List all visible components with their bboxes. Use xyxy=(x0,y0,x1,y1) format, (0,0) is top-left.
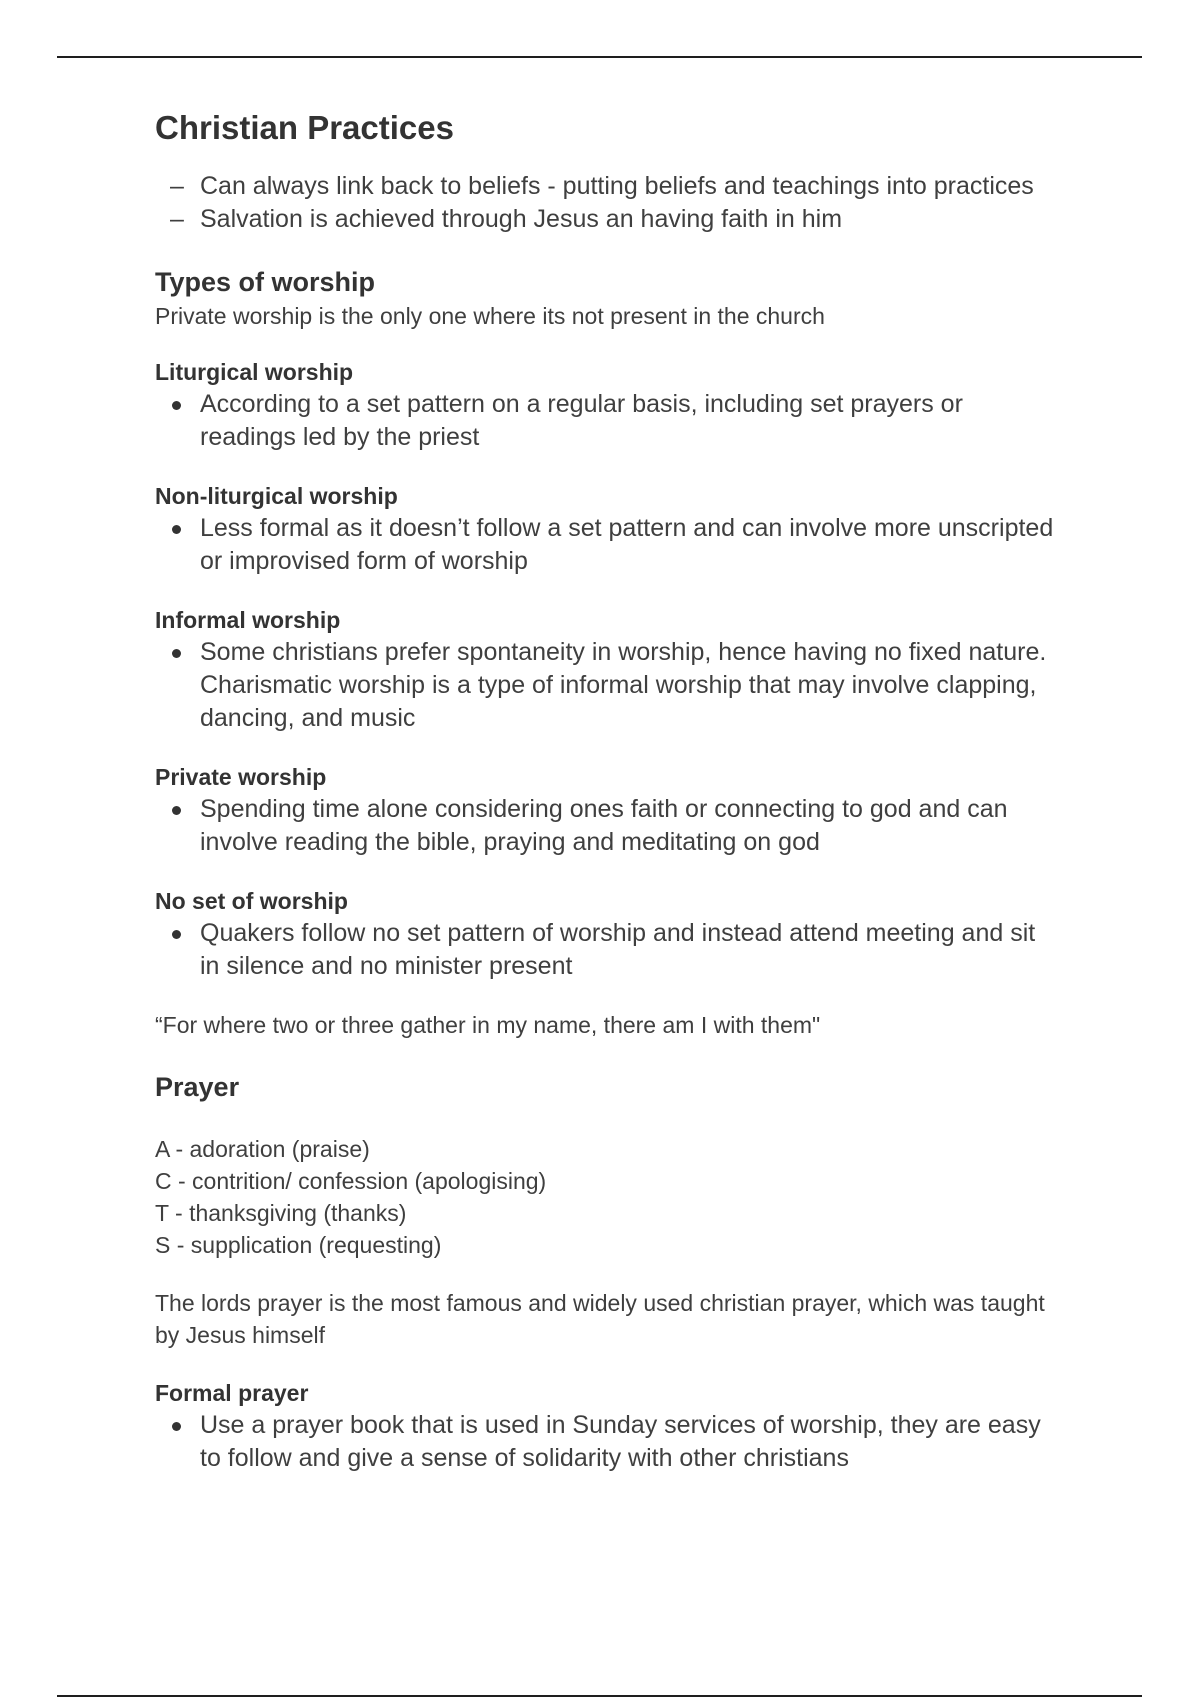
list-item xyxy=(155,917,1055,983)
bullet-list xyxy=(155,636,1055,735)
subheading-informal-worship: Informal worship xyxy=(155,607,341,633)
list-item xyxy=(155,1409,1055,1475)
bullet-icon xyxy=(172,806,181,815)
bullet-icon xyxy=(172,525,181,534)
bullet-icon xyxy=(172,401,181,410)
list-item-text: Use a prayer book that is used in Sunday services of worship, they are easy to follow and give a sense of solidarity with other christians xyxy=(200,1411,1041,1472)
subheading-liturgical-worship: Liturgical worship xyxy=(155,359,354,385)
list-item-text: Less formal as it doesn’t follow a set pattern and can involve more unscripted or improvised form of worship xyxy=(200,514,1054,575)
bullet-list xyxy=(155,388,1055,454)
acts-line: C - contrition/ confession (apologising) xyxy=(155,1168,547,1194)
bible-quote: “For where two or three gather in my name, there am I with them" xyxy=(155,1012,821,1038)
list-item xyxy=(155,512,1055,578)
dash-marker: – xyxy=(170,205,184,233)
subheading-no-set-of-worship: No set of worship xyxy=(155,888,348,914)
bullet-list xyxy=(155,1409,1055,1475)
list-item-text: Salvation is achieved through Jesus an having faith in him xyxy=(200,205,843,233)
bullet-list xyxy=(155,512,1055,578)
intro-list xyxy=(155,170,1055,236)
bullet-list xyxy=(155,793,1055,859)
list-item-text: According to a set pattern on a regular basis, including set prayers or readings led by the priest xyxy=(200,390,963,451)
acts-line: T - thanksgiving (thanks) xyxy=(155,1200,407,1226)
top-rule xyxy=(57,56,1142,58)
bullet-icon xyxy=(172,649,181,658)
bullet-icon xyxy=(172,930,181,939)
list-item xyxy=(155,636,1055,735)
list-item xyxy=(155,203,1055,236)
list-item-text: Some christians prefer spontaneity in worship, hence having no fixed nature. Charismatic worship is a type of informal worship that may involve clapping, dancing, and music xyxy=(200,638,1047,732)
section-note: Private worship is the only one where its not present in the church xyxy=(155,303,825,329)
bullet-icon xyxy=(172,1422,181,1431)
list-item-text: Quakers follow no set pattern of worship and instead attend meeting and sit in silence and no minister present xyxy=(200,919,1036,980)
acts-line: S - supplication (requesting) xyxy=(155,1232,442,1258)
page-title: Christian Practices xyxy=(155,109,454,146)
acts-line: A - adoration (praise) xyxy=(155,1136,370,1162)
bullet-list xyxy=(155,917,1055,983)
document-body xyxy=(155,100,1055,1475)
section-heading-prayer: Prayer xyxy=(155,1072,240,1102)
acts-acrostic xyxy=(155,1133,1055,1261)
list-item-text: Spending time alone considering ones faith or connecting to god and can involve reading the bible, praying and meditating on god xyxy=(200,795,1008,856)
dash-marker: – xyxy=(170,172,184,200)
section-heading-types-of-worship: Types of worship xyxy=(155,267,376,297)
subheading-private-worship: Private worship xyxy=(155,764,327,790)
lords-prayer-note: The lords prayer is the most famous and widely used christian prayer, which was taught by Jesus himself xyxy=(155,1290,1045,1348)
bottom-rule xyxy=(57,1695,1142,1697)
list-item xyxy=(155,170,1055,203)
list-item xyxy=(155,793,1055,859)
list-item xyxy=(155,388,1055,454)
list-item-text: Can always link back to beliefs - putting beliefs and teachings into practices xyxy=(200,172,1034,200)
subheading-non-liturgical-worship: Non-liturgical worship xyxy=(155,483,398,509)
subheading-formal-prayer: Formal prayer xyxy=(155,1380,309,1406)
